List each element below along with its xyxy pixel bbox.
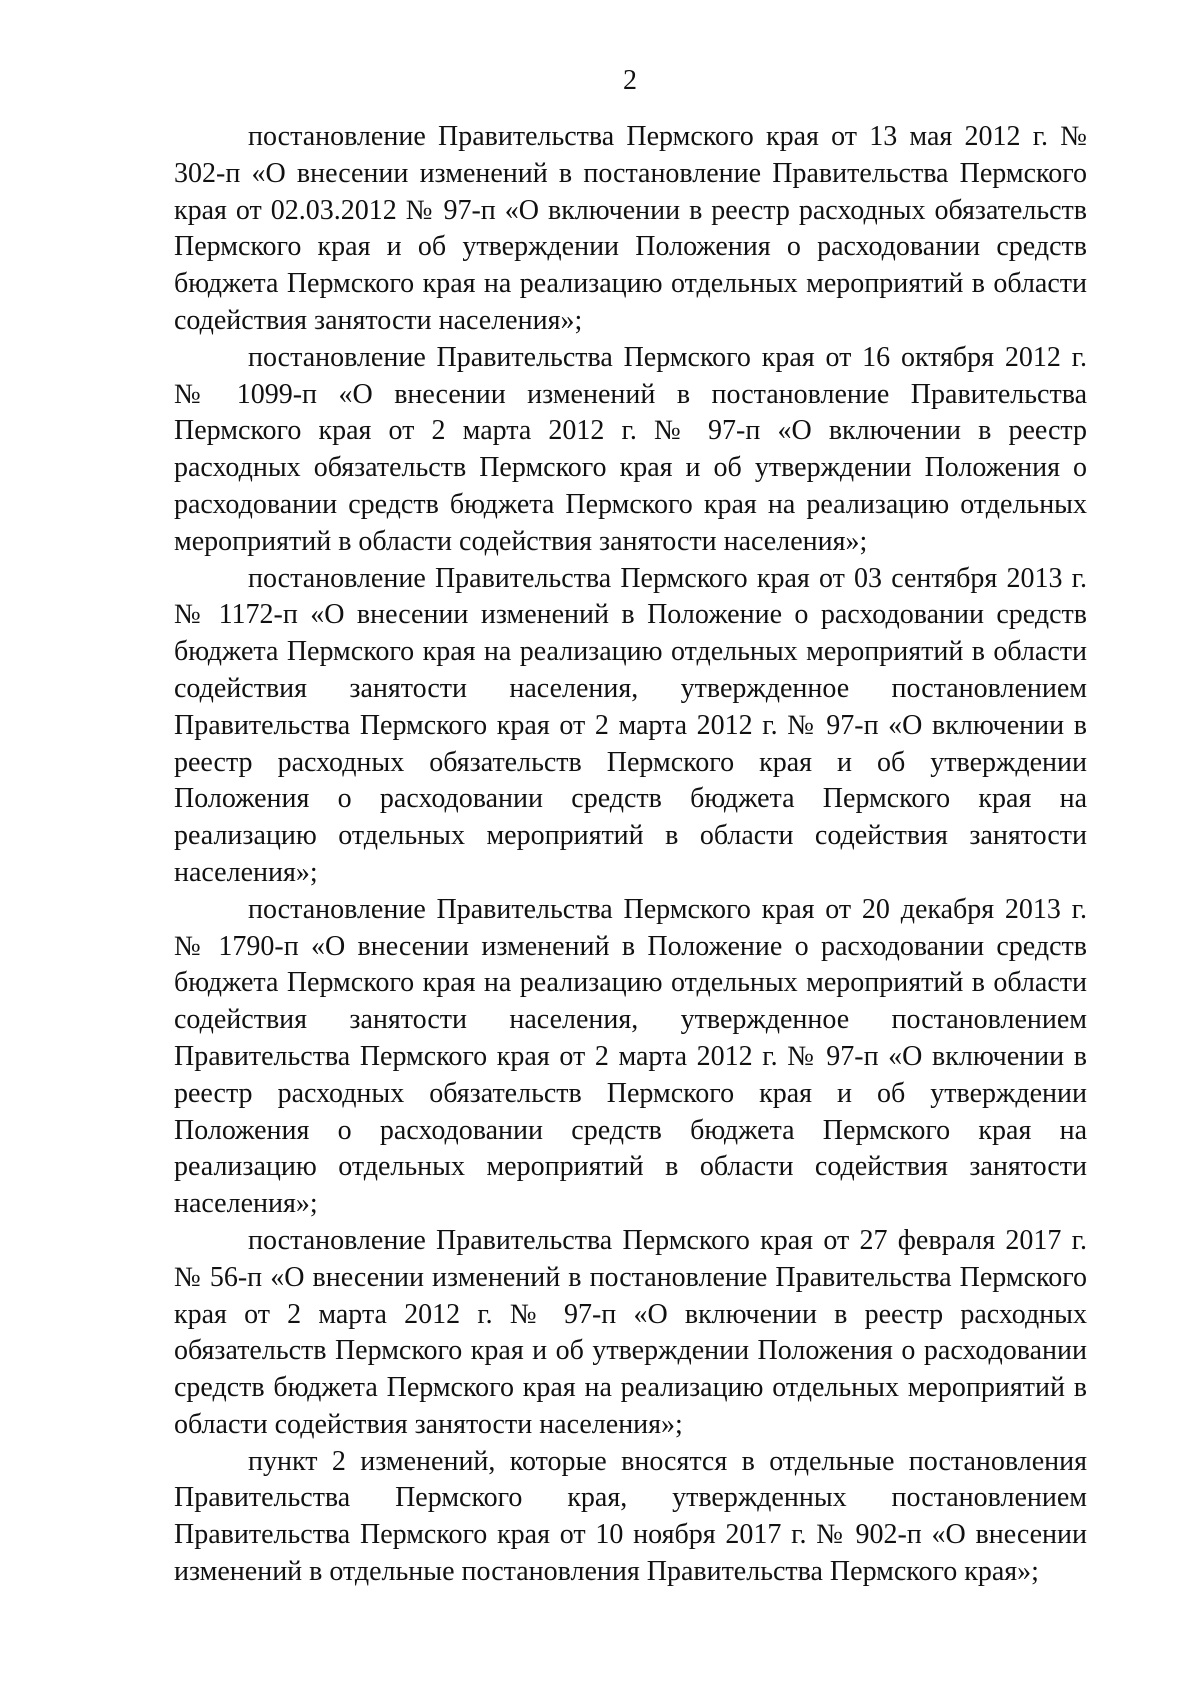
paragraph-item-2-resolution-902p: пункт 2 изменений, которые вносятся в отдельные постановления Правительства Пермского края, утвержденных постановлением Правительства Пермского края от 10 ноября 2017 г. № 902-п «О внесении изменений в отдельные постановления Правительства Пермского края»;	[174, 1445, 1087, 1588]
paragraph-resolution-302p: постановление Правительства Пермского края от 13 мая 2012 г. № 302-п «О внесении изменений в постановление Правительства Пермского края от 02.03.2012 № 97-п «О включении в реестр расходных обязательств Пермского края и об утверждении Положения о расходовании средств бюджета Пермского края на реализацию отдельных мероприятий в области содействия занятости населения»;	[174, 121, 1087, 336]
document-body	[174, 119, 1087, 1591]
paragraph-resolution-1099p: постановление Правительства Пермского края от 16 октября 2012 г. № 1099-п «О внесении изменений в постановление Правительства Пермского края от 2 марта 2012 г. № 97-п «О включении в реестр расходных обязательств Пермского края и об утверждении Положения о расходовании средств бюджета Пермского края на реализацию отдельных мероприятий в области содействия занятости населения»;	[174, 341, 1087, 557]
page-number: 2	[623, 65, 637, 96]
paragraph-resolution-1172p: постановление Правительства Пермского края от 03 сентября 2013 г. № 1172-п «О внесении изменений в Положение о расходовании средств бюджета Пермского края на реализацию отдельных мероприятий в области содействия занятости населения, утвержденное постановлением Правительства Пермского края от 2 марта 2012 г. № 97-п «О включении в реестр расходных обязательств Пермского края и об утверждении Положения о расходовании средств бюджета Пермского края на реализацию отдельных мероприятий в области содействия занятости населения»;	[174, 562, 1087, 888]
paragraph-resolution-1790p: постановление Правительства Пермского края от 20 декабря 2013 г. № 1790-п «О внесении изменений в Положение о расходовании средств бюджета Пермского края на реализацию отдельных мероприятий в области содействия занятости населения, утвержденное постановлением Правительства Пермского края от 2 марта 2012 г. № 97-п «О включении в реестр расходных обязательств Пермского края и об утверждении Положения о расходовании средств бюджета Пермского края на реализацию отдельных мероприятий в области содействия занятости населения»;	[174, 893, 1087, 1220]
paragraph-resolution-56p: постановление Правительства Пермского края от 27 февраля 2017 г. № 56-п «О внесении изменений в постановление Правительства Пермского края от 2 марта 2012 г. № 97-п «О включении в реестр расходных обязательств Пермского края и об утверждении Положения о расходовании средств бюджета Пермского края на реализацию отдельных мероприятий в области содействия занятости населения»;	[174, 1224, 1087, 1440]
